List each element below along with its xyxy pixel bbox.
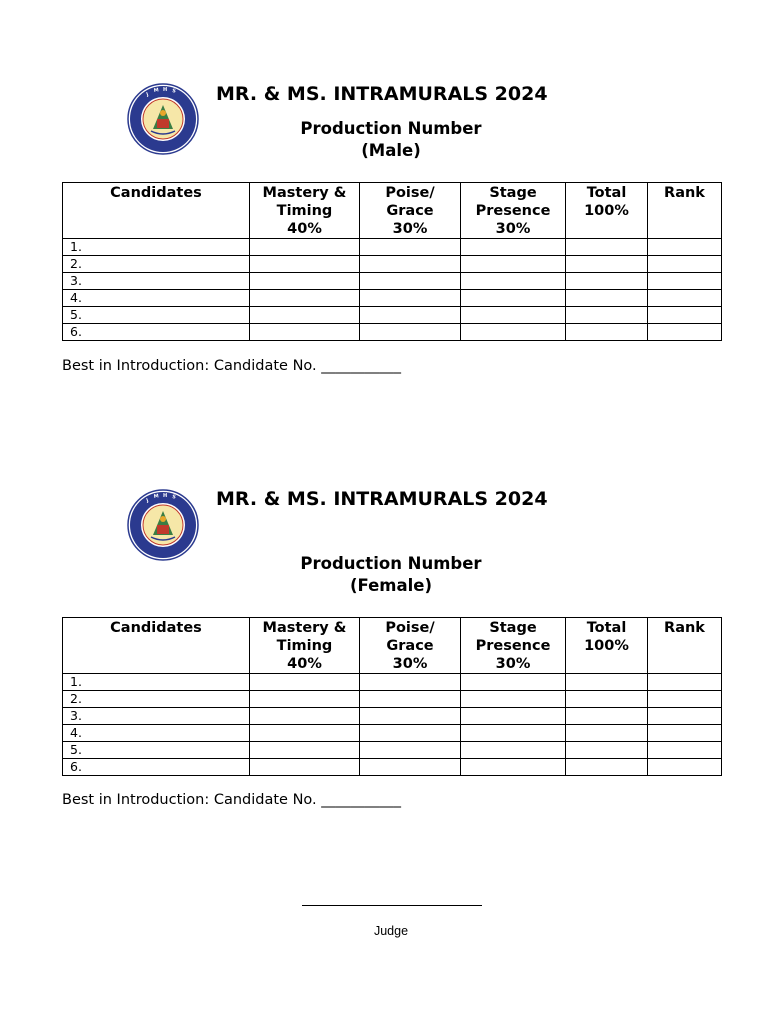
header-stage-presence: Stage Presence 30% <box>461 618 566 674</box>
header-row <box>63 618 722 674</box>
score-cell[interactable] <box>461 759 566 776</box>
score-cell[interactable] <box>360 708 461 725</box>
table-row <box>63 691 722 708</box>
total-cell[interactable] <box>566 674 648 691</box>
rank-cell[interactable] <box>648 708 722 725</box>
table-row <box>63 759 722 776</box>
candidate-number: 1. <box>63 674 250 691</box>
signature-line <box>302 905 482 906</box>
candidate-number: 5. <box>63 742 250 759</box>
best-in-introduction: Best in Introduction: Candidate No. ___________ <box>62 792 402 808</box>
score-cell[interactable] <box>461 691 566 708</box>
score-cell[interactable] <box>250 725 360 742</box>
table-row <box>63 742 722 759</box>
score-cell[interactable] <box>360 742 461 759</box>
header-candidates: Candidates <box>63 183 250 239</box>
score-table <box>62 617 722 776</box>
svg-text:S: S <box>171 494 177 501</box>
score-cell[interactable] <box>461 674 566 691</box>
header-total: Total 100% <box>566 618 648 674</box>
score-cell[interactable] <box>461 725 566 742</box>
header-rank: Rank <box>648 618 722 674</box>
candidate-number: 4. <box>63 725 250 742</box>
score-cell[interactable] <box>250 708 360 725</box>
rank-cell[interactable] <box>648 674 722 691</box>
category-name: Production Number <box>300 554 482 573</box>
score-cell[interactable] <box>250 691 360 708</box>
total-cell[interactable] <box>566 691 648 708</box>
candidate-number: 3. <box>63 708 250 725</box>
total-cell[interactable] <box>566 742 648 759</box>
total-cell[interactable] <box>566 759 648 776</box>
header-total: Total 100% <box>566 183 648 239</box>
score-cell[interactable] <box>360 691 461 708</box>
svg-text:H: H <box>163 493 168 499</box>
event-title: MR. & MS. INTRAMURALS 2024 <box>216 83 548 105</box>
rank-cell[interactable] <box>648 725 722 742</box>
candidate-number: 1. <box>63 239 250 256</box>
rank-cell[interactable] <box>648 742 722 759</box>
score-cell[interactable] <box>250 674 360 691</box>
table-row <box>63 725 722 742</box>
svg-text:M: M <box>153 493 160 500</box>
total-cell[interactable] <box>566 725 648 742</box>
score-cell[interactable] <box>360 725 461 742</box>
candidate-number: 6. <box>63 759 250 776</box>
judge-label: Judge <box>373 924 409 938</box>
svg-text:S: S <box>171 88 177 95</box>
school-seal-logo <box>127 489 199 561</box>
header-stage-presence: Stage Presence 30% <box>461 183 566 239</box>
candidate-number: 6. <box>63 324 250 341</box>
score-cell[interactable] <box>360 674 461 691</box>
best-in-introduction: Best in Introduction: Candidate No. ___________ <box>62 358 402 374</box>
rank-cell[interactable] <box>648 691 722 708</box>
score-cell[interactable] <box>461 708 566 725</box>
svg-text:J: J <box>145 91 150 98</box>
header-candidates: Candidates <box>63 618 250 674</box>
score-cell[interactable] <box>360 759 461 776</box>
table-row <box>63 674 722 691</box>
category-gender: (Female) <box>349 576 433 595</box>
header-poise-grace: Poise/ Grace 30% <box>360 618 461 674</box>
svg-text:H: H <box>163 87 168 93</box>
header-mastery-timing: Mastery & Timing 40% <box>250 618 360 674</box>
candidate-number: 3. <box>63 273 250 290</box>
rank-cell[interactable] <box>648 759 722 776</box>
candidate-number: 5. <box>63 307 250 324</box>
score-cell[interactable] <box>250 759 360 776</box>
candidate-number: 4. <box>63 290 250 307</box>
header-mastery-timing: Mastery & Timing 40% <box>250 183 360 239</box>
candidate-number: 2. <box>63 691 250 708</box>
header-poise-grace: Poise/ Grace 30% <box>360 183 461 239</box>
header-rank: Rank <box>648 183 722 239</box>
svg-text:J: J <box>145 497 150 504</box>
score-cell[interactable] <box>250 742 360 759</box>
event-title: MR. & MS. INTRAMURALS 2024 <box>216 488 548 510</box>
category-title <box>0 553 768 597</box>
candidate-number: 2. <box>63 256 250 273</box>
svg-text:M: M <box>153 87 160 94</box>
total-cell[interactable] <box>566 708 648 725</box>
category-gender: (Male) <box>361 141 421 160</box>
table-row <box>63 708 722 725</box>
score-cell[interactable] <box>461 742 566 759</box>
category-name: Production Number <box>300 119 482 138</box>
